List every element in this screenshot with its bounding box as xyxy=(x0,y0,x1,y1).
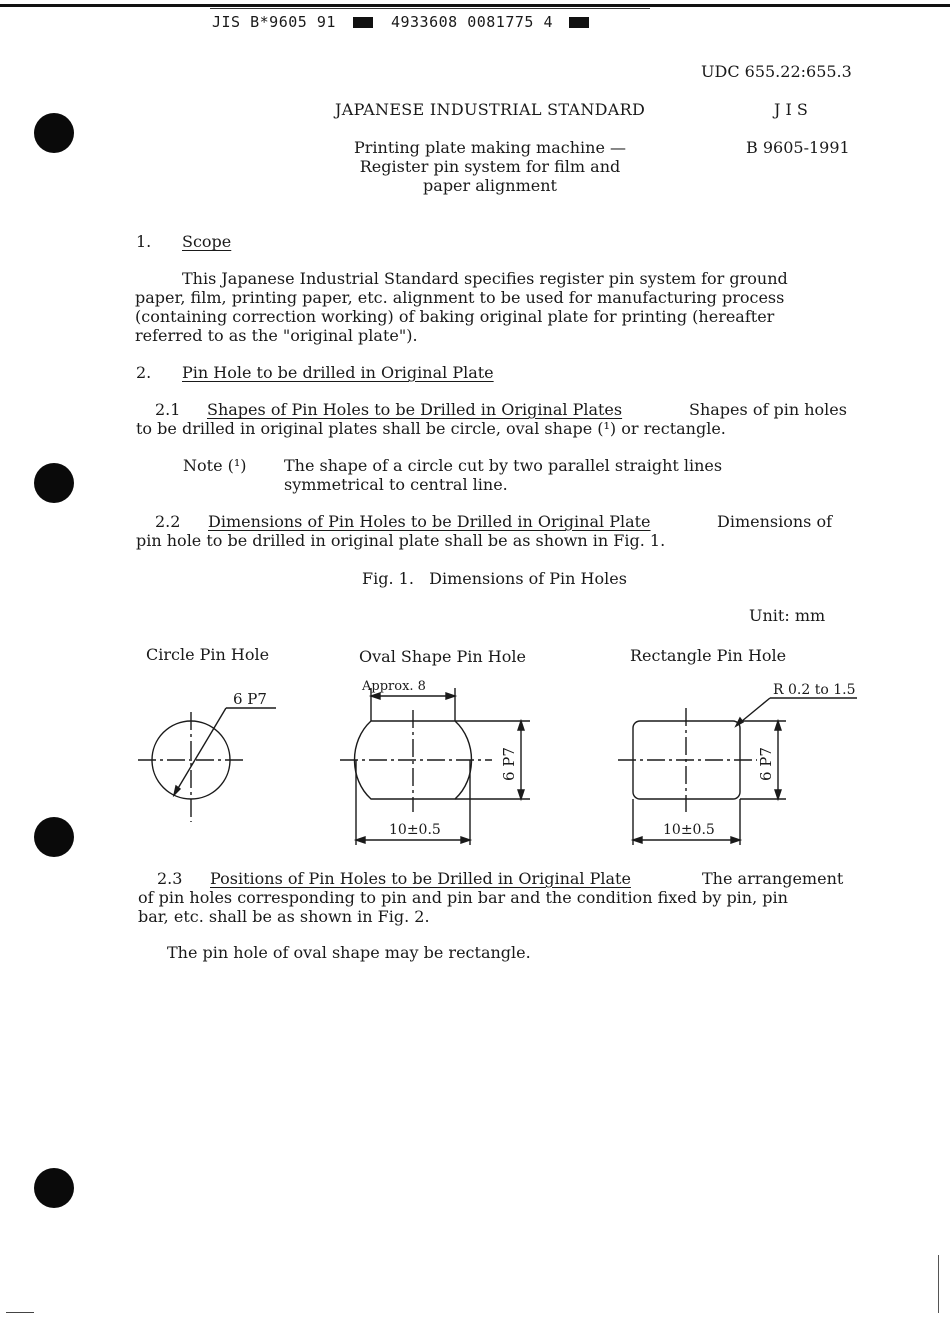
note-label: Note (¹) xyxy=(183,456,247,475)
header-code-part1: JIS B*9605 91 xyxy=(212,13,336,31)
oval-height-arrow xyxy=(518,721,524,730)
s22-heading: Dimensions of Pin Holes to be Drilled in Original Plate xyxy=(208,512,651,531)
oval-width-label: 10±0.5 xyxy=(389,822,441,838)
s22-line1-tail: Dimensions of xyxy=(717,512,833,531)
s23-line2: of pin holes corresponding to pin and pin bar and the condition fixed by pin, pin xyxy=(138,888,788,907)
s21-number: 2.1 xyxy=(155,400,181,419)
section1-line: paper, film, printing paper, etc. alignment to be used for manufacturing process xyxy=(135,288,785,307)
rect-width-label: 10±0.5 xyxy=(663,822,715,838)
right-edge-rule xyxy=(938,1255,939,1313)
s23-heading: Positions of Pin Holes to be Drilled in Original Plate xyxy=(210,869,631,888)
oval-height-arrow xyxy=(518,790,524,799)
section1-number: 1. xyxy=(136,232,152,251)
pin-hole-figure xyxy=(0,670,950,850)
jis-mark: J I S xyxy=(774,100,808,119)
circle-dim-label: 6 P7 xyxy=(233,690,267,708)
section1-heading: Scope xyxy=(182,232,232,251)
top-rule xyxy=(0,4,950,7)
note-line2: symmetrical to central line. xyxy=(284,475,508,494)
s21-line1-tail: Shapes of pin holes xyxy=(689,400,847,419)
doc-title-line: paper alignment xyxy=(423,176,557,195)
doc-title xyxy=(330,138,650,195)
oval-width-arrow xyxy=(356,837,365,843)
section2-number: 2. xyxy=(136,363,152,382)
bottom-left-rule xyxy=(6,1312,34,1313)
section1-line: (containing correction working) of baking original plate for printing (hereafter xyxy=(135,307,775,326)
circle-diameter-leader xyxy=(174,708,226,795)
section1-line: This Japanese Industrial Standard specifies register pin system for ground xyxy=(182,269,788,288)
rect-height-arrow xyxy=(775,721,781,730)
s23-number: 2.3 xyxy=(157,869,183,888)
rect-width-arrow xyxy=(633,837,642,843)
figure-caption: Fig. 1. Dimensions of Pin Holes xyxy=(362,569,627,588)
oval-pin-hole-label: Oval Shape Pin Hole xyxy=(359,647,526,666)
s23-line1-tail: The arrangement xyxy=(702,869,844,888)
s21-line2: to be drilled in original plates shall be circle, oval shape (¹) or rectangle. xyxy=(136,419,726,438)
s22-line2: pin hole to be drilled in original plate shall be as shown in Fig. 1. xyxy=(136,531,666,550)
header-code-part2: 4933608 0081775 4 xyxy=(390,13,553,31)
rect-pin-hole-label: Rectangle Pin Hole xyxy=(630,646,787,665)
note-line1: The shape of a circle cut by two parallel straight lines xyxy=(284,456,723,475)
s23-line3: bar, etc. shall be as shown in Fig. 2. xyxy=(138,907,430,926)
punch-hole xyxy=(34,113,74,153)
udc-number: UDC 655.22:655.3 xyxy=(701,62,852,81)
figure-unit: Unit: mm xyxy=(749,606,826,625)
final-note: The pin hole of oval shape may be rectangle. xyxy=(167,943,531,962)
rect-width-arrow xyxy=(731,837,740,843)
standard-title: JAPANESE INDUSTRIAL STANDARD xyxy=(335,100,646,119)
section1-body xyxy=(135,269,788,345)
oval-width-arrow xyxy=(461,837,470,843)
header-code-rule xyxy=(210,8,650,9)
rect-height-label: 6 P7 xyxy=(757,747,775,781)
jis-number: B 9605-1991 xyxy=(746,138,850,157)
oval-approx-arrow xyxy=(446,693,455,699)
rect-radius-label: R 0.2 to 1.5 xyxy=(773,682,856,698)
barcode-block xyxy=(353,17,373,28)
doc-title-line: Printing plate making machine — xyxy=(353,138,626,157)
header-code xyxy=(212,13,589,32)
punch-hole xyxy=(34,1168,74,1208)
oval-approx-label: Approx. 8 xyxy=(362,679,426,694)
doc-title-line: Register pin system for film and xyxy=(359,157,621,176)
punch-hole xyxy=(34,463,74,503)
oval-height-label: 6 P7 xyxy=(500,747,518,781)
section1-line: referred to as the "original plate"). xyxy=(135,326,418,345)
s21-heading: Shapes of Pin Holes to be Drilled in Original Plates xyxy=(207,400,623,419)
circle-pin-hole-label: Circle Pin Hole xyxy=(146,645,270,664)
barcode-block xyxy=(569,17,589,28)
rect-height-arrow xyxy=(775,790,781,799)
s22-number: 2.2 xyxy=(155,512,181,531)
section2-heading: Pin Hole to be drilled in Original Plate xyxy=(182,363,494,382)
